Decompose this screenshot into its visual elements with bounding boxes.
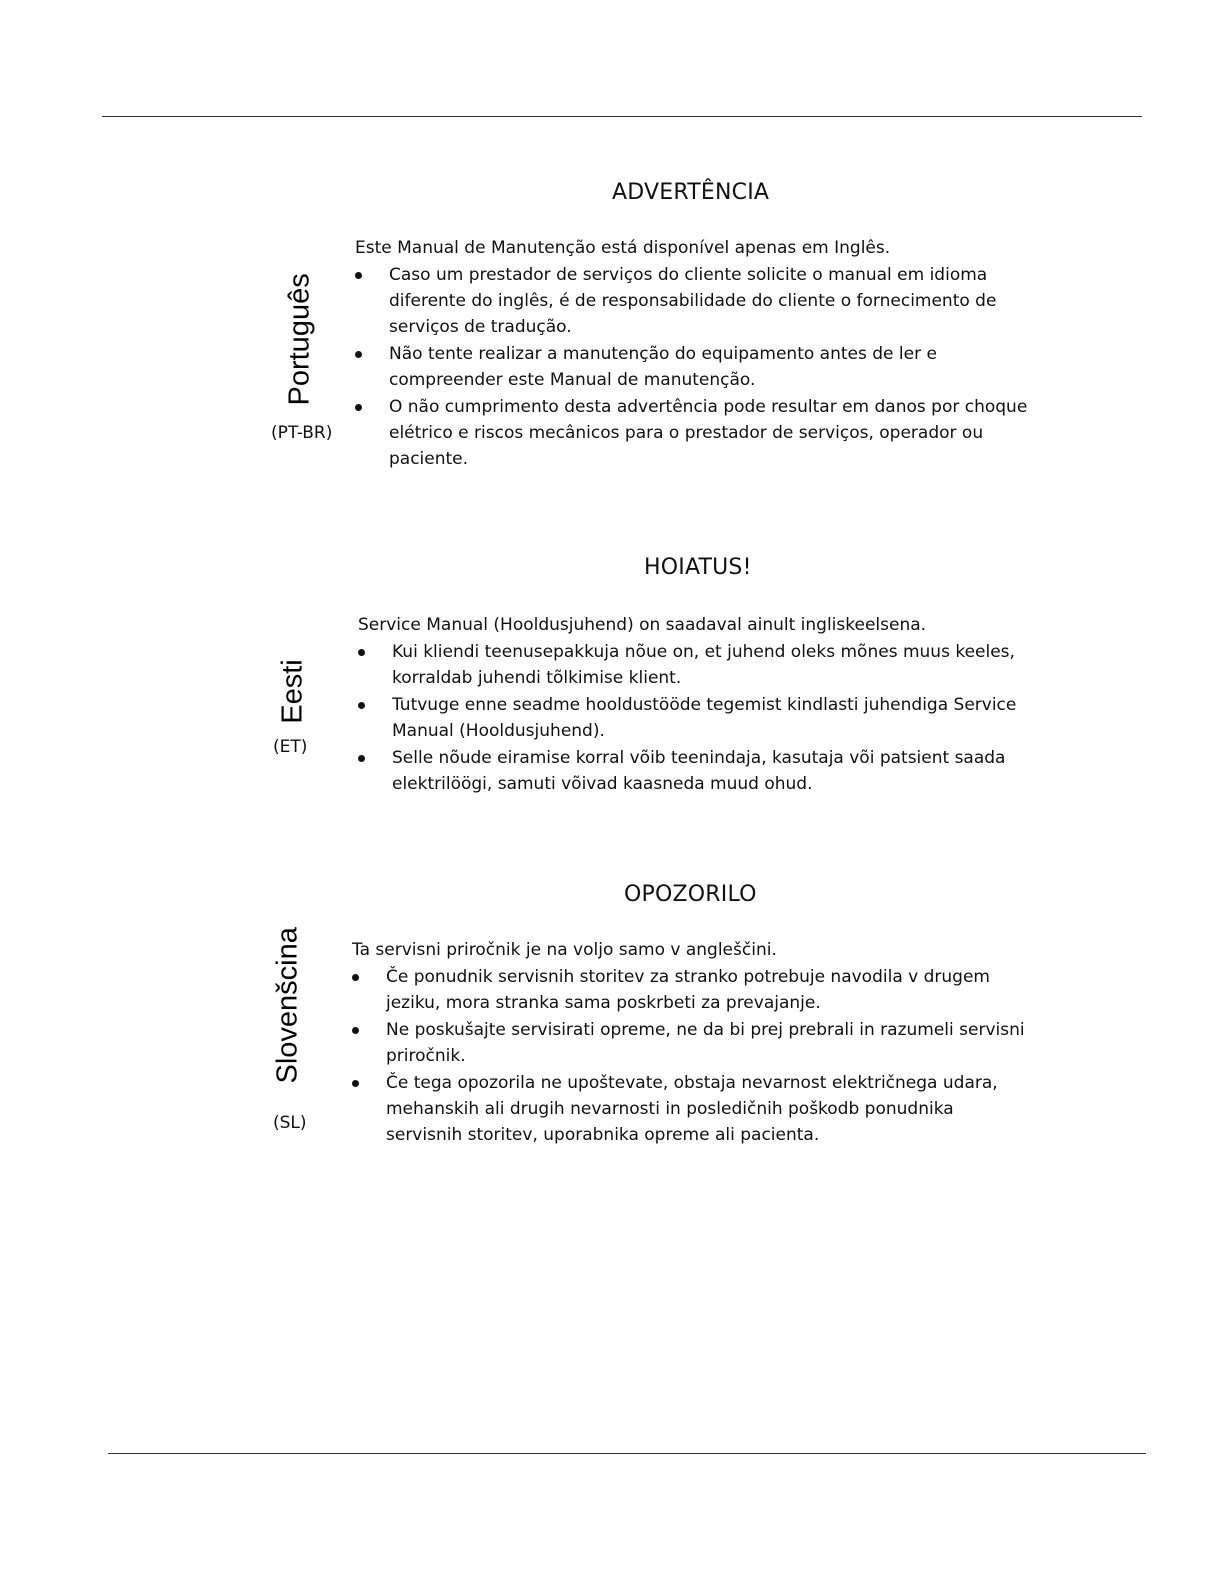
language-name: Português — [283, 273, 316, 406]
bullet-line: Če tega opozorila ne upoštevate, obstaja nevarnost električnega udara, — [386, 1073, 998, 1093]
bullet-line: servisnih storitev, uporabnika opreme ali pacienta. — [386, 1125, 820, 1145]
bullet-list — [352, 964, 1025, 1148]
list-item — [355, 262, 1027, 340]
language-name: Slovenšcina — [271, 927, 304, 1084]
bullet-icon — [355, 272, 362, 279]
language-code: (SL) — [273, 1113, 307, 1133]
list-item — [352, 964, 1025, 1016]
bullet-line: serviços de tradução. — [389, 317, 572, 337]
list-item — [352, 1070, 1025, 1148]
list-item — [352, 1017, 1025, 1069]
bullet-line: Ne poskušajte servisirati opreme, ne da bi prej prebrali in razumeli servisni — [386, 1020, 1025, 1040]
bullet-icon — [352, 1080, 359, 1087]
section-heading: ADVERTÊNCIA — [612, 180, 770, 205]
list-item — [355, 341, 1027, 393]
warning-body — [355, 235, 1027, 472]
bullet-line: O não cumprimento desta advertência pode resultar em danos por choque — [389, 397, 1028, 417]
bullet-line: jeziku, mora stranka sama poskrbeti za prevajanje. — [386, 993, 821, 1013]
bullet-line: compreender este Manual de manutenção. — [389, 370, 756, 390]
bullet-line: Kui kliendi teenusepakkuja nõue on, et juhend oleks mõnes muus keeles, — [392, 642, 1015, 662]
bullet-line: korraldab juhendi tõlkimise klient. — [392, 668, 682, 688]
bullet-line: diferente do inglês, é de responsabilidade do cliente o fornecimento de — [389, 291, 997, 311]
list-item — [358, 639, 1016, 691]
bullet-list — [358, 639, 1016, 797]
bullet-line: Não tente realizar a manutenção do equipamento antes de ler e — [389, 344, 937, 364]
bullet-line: paciente. — [389, 449, 469, 469]
list-item — [358, 692, 1016, 744]
bullet-line: Tutvuge enne seadme hooldustööde tegemist kindlasti juhendiga Service — [392, 695, 1017, 715]
list-item — [358, 745, 1016, 797]
section-heading: HOIATUS! — [644, 555, 752, 580]
warning-body — [352, 937, 1025, 1148]
intro-text: Este Manual de Manutenção está disponível apenas em Inglês. — [355, 238, 891, 258]
bullet-line: Manual (Hooldusjuhend). — [392, 721, 605, 741]
bullet-line: priročnik. — [386, 1046, 466, 1066]
bullet-icon — [358, 755, 365, 762]
list-item — [355, 394, 1027, 472]
bullet-line: mehanskih ali drugih nevarnosti in posledičnih poškodb ponudnika — [386, 1099, 954, 1119]
language-name: Eesti — [276, 659, 309, 724]
section-heading: OPOZORILO — [624, 882, 757, 907]
bullet-line: Selle nõude eiramise korral võib teenindaja, kasutaja või patsient saada — [392, 748, 1006, 768]
intro-text: Service Manual (Hooldusjuhend) on saadaval ainult ingliskeelsena. — [358, 615, 927, 635]
language-code: (PT-BR) — [271, 423, 333, 443]
top-rule — [102, 116, 1142, 117]
bullet-icon — [355, 351, 362, 358]
bullet-icon — [358, 649, 365, 656]
bullet-icon — [352, 1027, 359, 1034]
bullet-line: elétrico e riscos mecânicos para o prestador de serviços, operador ou — [389, 423, 984, 443]
bullet-line: Caso um prestador de serviços do cliente solicite o manual em idioma — [389, 265, 988, 285]
intro-text: Ta servisni priročnik je na voljo samo v angleščini. — [352, 940, 777, 960]
bullet-icon — [358, 702, 365, 709]
warning-body — [358, 612, 1016, 797]
bullet-line: elektrilöögi, samuti võivad kaasneda muud ohud. — [392, 774, 813, 794]
bullet-line: Če ponudnik servisnih storitev za stranko potrebuje navodila v drugem — [386, 967, 990, 987]
bullet-icon — [352, 974, 359, 981]
bullet-list — [355, 262, 1027, 472]
bullet-icon — [355, 404, 362, 411]
language-code: (ET) — [273, 737, 308, 757]
bottom-rule — [108, 1453, 1146, 1454]
